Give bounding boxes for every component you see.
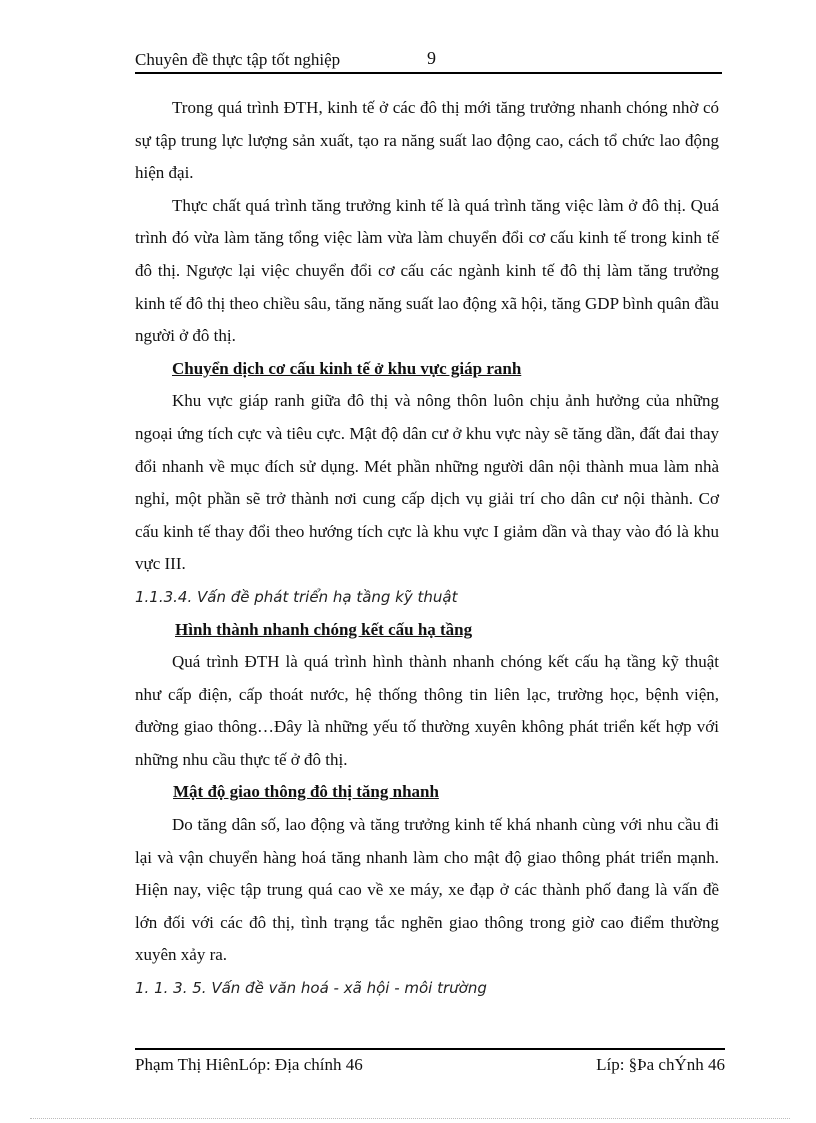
paragraph: Khu vực giáp ranh giữa đô thị và nông thôn luôn chịu ảnh hưởng của những ngoại ứng tích cực và tiêu cực. Mật độ dân cư ở khu vực này sẽ tăng dần, đất đai thay đổi nhanh về mục đích sử dụng. Mét phần những người dân nội thành mua làm nhà nghỉ, một phần sẽ trở thành nơi cung cấp dịch vụ giải trí cho dân cư nội thành. Cơ cấu kinh tế thay đổi theo hướng tích cực là khu vực I giảm dần và thay vào đó là khu vực III. — [135, 391, 719, 574]
page-number: 9 — [427, 48, 436, 68]
paragraph: Quá trình ĐTH là quá trình hình thành nhanh chóng kết cấu hạ tầng kỹ thuật như cấp điện, cấp thoát nước, hệ thống thông tin liên lạc, trường học, bệnh viện, đường giao thông…Đây là những yếu tố thường xuyên không phát triển kết hợp với những nhu cầu thực tế ở đô thị. — [135, 652, 719, 769]
subheading: Mật độ giao thông đô thị tăng nhanh — [173, 782, 439, 802]
paragraph: Trong quá trình ĐTH, kinh tế ở các đô thị mới tăng trưởng nhanh chóng nhờ có sự tập trung lực lượng sản xuất, tạo ra năng suất lao động cao, cách tổ chức lao động hiện đại. — [135, 98, 719, 183]
subheading: Hình thành nhanh chóng kết cấu hạ tầng — [175, 619, 473, 639]
footer-class: Líp: §Þa chÝnh 46 — [596, 1055, 725, 1074]
page-footer — [135, 1048, 725, 1074]
document-title: Chuyên đề thực tập tốt nghiệp — [135, 50, 341, 69]
paragraph: Do tăng dân số, lao động và tăng trưởng kinh tế khá nhanh cùng với nhu cầu đi lại và vận chuyển hàng hoá tăng nhanh làm cho mật độ giao thông phát triển mạnh. Hiện nay, việc tập trung quá cao về xe máy, xe đạp ở các thành phố đang là vấn đề lớn đối với các đô thị, tình trạng tắc nghẽn giao thông trong giờ cao điểm thường xuyên xảy ra. — [135, 815, 719, 965]
page-bottom-divider — [30, 1118, 790, 1119]
section-title: 1. 1. 3. 5. Vấn đề văn hoá - xã hội - môi trường — [135, 979, 487, 998]
page-header — [135, 46, 722, 74]
footer-author: Phạm Thị HiênLóp: Địa chính 46 — [135, 1055, 363, 1074]
section-title: 1.1.3.4. Vấn đề phát triển hạ tầng kỹ thuật — [135, 587, 458, 606]
paragraph: Thực chất quá trình tăng trưởng kinh tế là quá trình tăng việc làm ở đô thị. Quá trình đó vừa làm tăng tổng việc làm vừa làm chuyển đổi cơ cấu kinh tế trong kinh tế đô thị. Ngược lại việc chuyển đổi cơ cấu các ngành kinh tế đô thị làm tăng trưởng kinh tế đô thị theo chiều sâu, tăng năng suất lao động xã hội, tăng GDP bình quân đầu người ở đô thị. — [135, 195, 719, 346]
document-body — [135, 92, 719, 1005]
subheading: Chuyển dịch cơ cấu kinh tế ở khu vực giáp ranh — [172, 358, 522, 378]
